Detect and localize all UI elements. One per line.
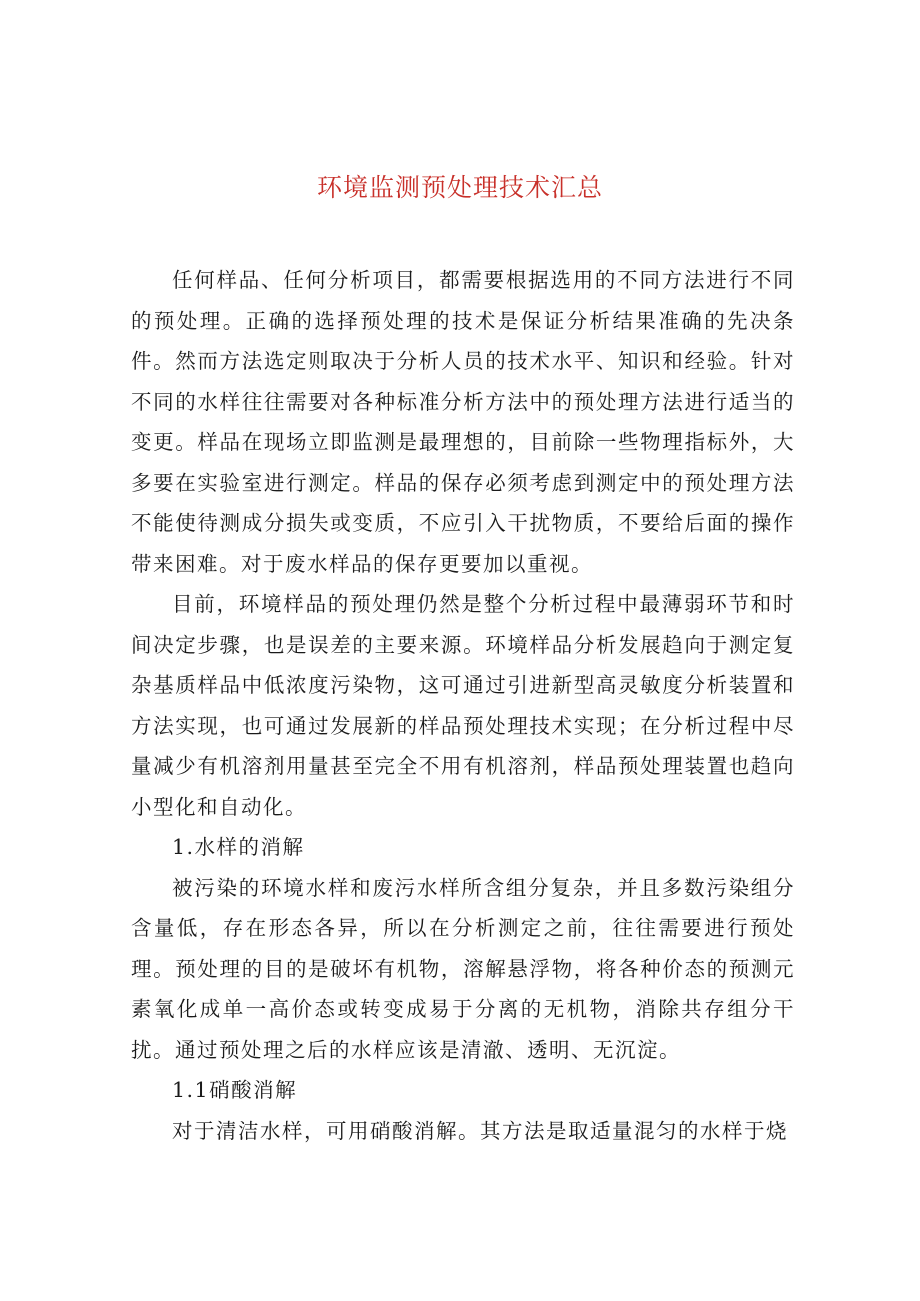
subsection-heading-nitric-acid: 1.1硝酸消解 [172,1078,298,1102]
document-body [131,260,795,1151]
paragraph-current-status: 目前，环境样品的预处理仍然是整个分析过程中最薄弱环节和时间决定步骤，也是误差的主要来源。环境样品分析发展趋向于测定复杂基质样品中低浓度污染物，这可通过引进新型高灵敏度分析装置和方法实现，也可通过发展新的样品预处理技术实现；在分析过程中尽量减少有机溶剂用量甚至完全不用有机溶剂，样品预处理装置也趋向小型化和自动化。 [131,592,795,819]
paragraph-intro: 任何样品、任何分析项目，都需要根据选用的不同方法进行不同的预处理。正确的选择预处理的技术是保证分析结果准确的先决条件。然而方法选定则取决于分析人员的技术水平、知识和经验。针对不同的水样往往需要对各种标准分析方法中的预处理方法进行适当的变更。样品在现场立即监测是最理想的，目前除一些物理指标外，大多要在实验室进行测定。样品的保存必须考虑到测定中的预处理方法不能使待测成分损失或变质，不应引入干扰物质，不要给后面的操作带来困难。对于废水样品的保存更要加以重视。 [131,268,795,576]
paragraph-digestion-purpose: 被污染的环境水样和废污水样所含组分复杂，并且多数污染组分含量低，存在形态各异，所以在分析测定之前，往往需要进行预处理。预处理的目的是破坏有机物，溶解悬浮物，将各种价态的预测元素氧化成单一高价态或转变成易于分离的无机物，消除共存组分干扰。通过预处理之后的水样应该是清澈、透明、无沉淀。 [131,875,795,1062]
section-heading-water-digestion: 1.水样的消解 [172,835,305,859]
paragraph-nitric-acid: 对于清洁水样，可用硝酸消解。其方法是取适量混匀的水样于烧 [172,1118,788,1143]
document-title: 环境监测预处理技术汇总 [316,173,603,202]
